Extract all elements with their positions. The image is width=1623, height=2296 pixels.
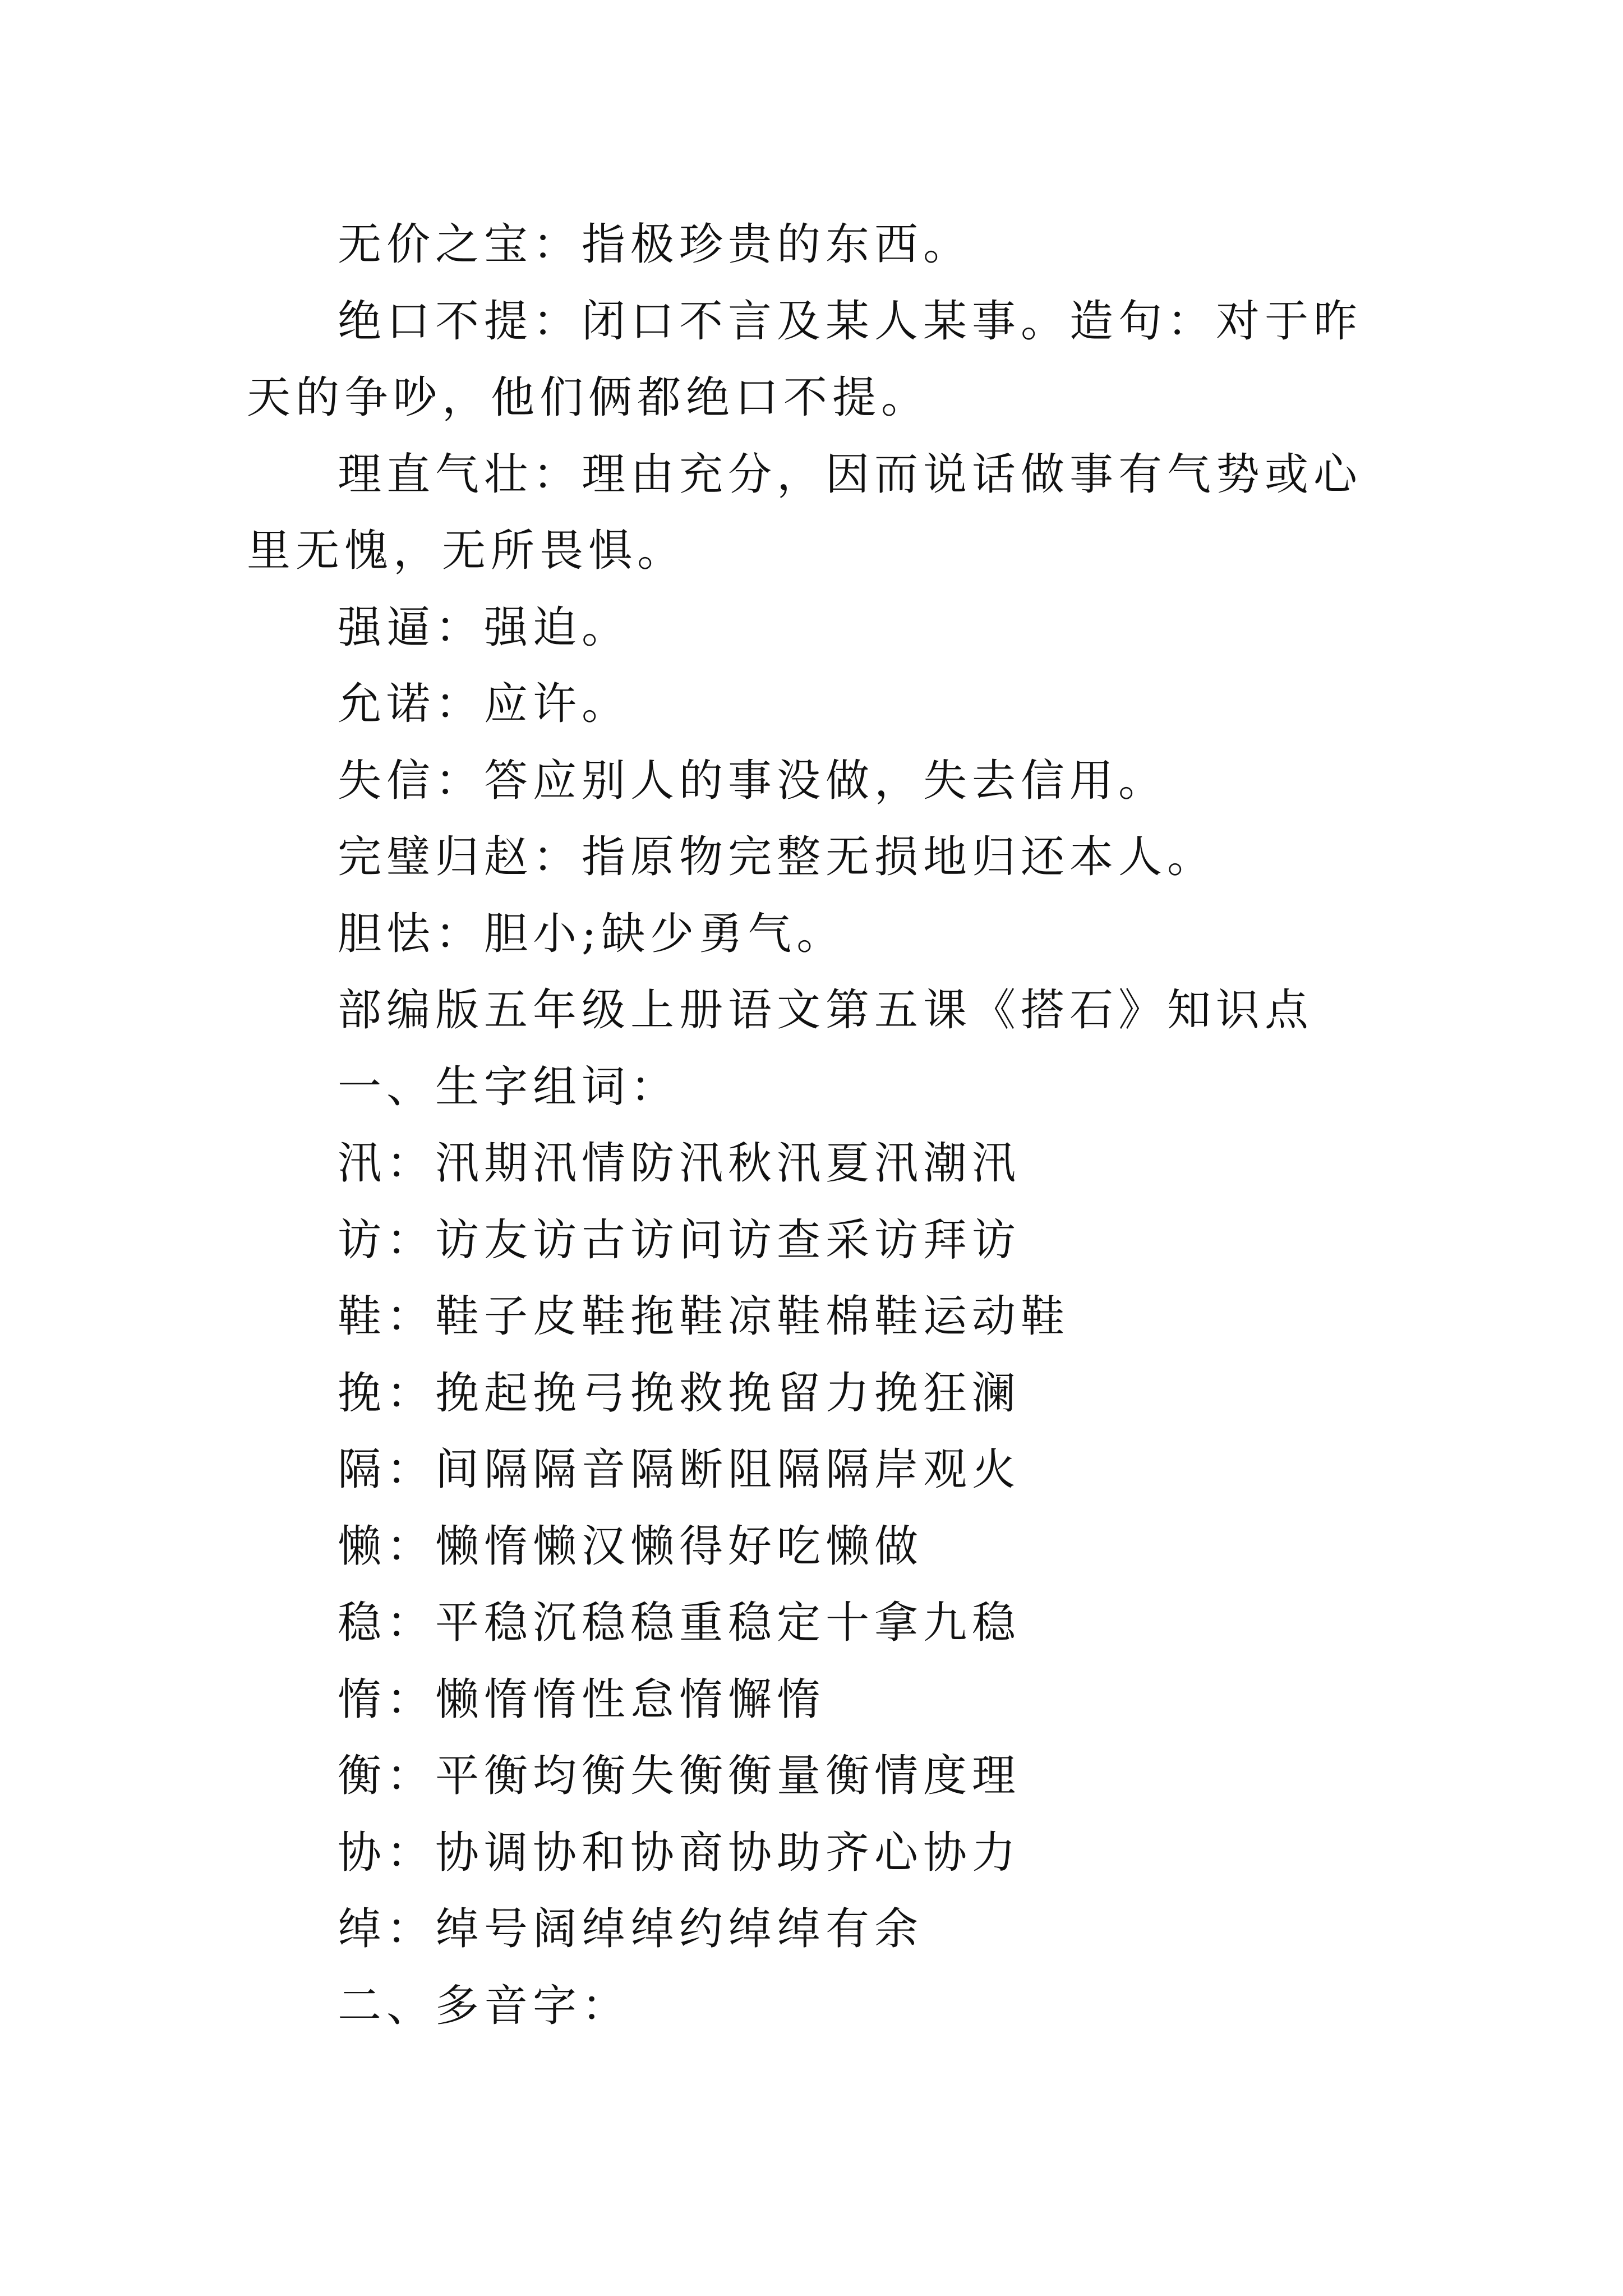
word-group-ge: 隔：间隔隔音隔断阻隔隔岸观火 (338, 1444, 1021, 1495)
paragraph-wanbiguizhao: 完璧归赵：指原物完整无损地归还本人。 (338, 832, 1216, 882)
paragraph-juekoubuti: 绝口不提：闭口不言及某人某事。造句：对于昨天的争吵，他们俩都绝口不提。 (247, 296, 1363, 423)
paragraph-danqie: 胆怯：胆小;缺少勇气。 (338, 908, 846, 959)
heading-shengzi-zuci: 一、生字组词： (338, 1061, 680, 1112)
word-group-chuo: 绰：绰号阔绰绰约绰绰有余 (338, 1904, 924, 1954)
document-body (247, 206, 1391, 2044)
word-group-xie: 鞋：鞋子皮鞋拖鞋凉鞋棉鞋运动鞋 (338, 1291, 1070, 1342)
word-group-duo: 惰：懒惰惰性怠惰懈惰 (338, 1674, 826, 1725)
paragraph-shixin: 失信：答应别人的事没做，失去信用。 (338, 755, 1168, 806)
word-group-lan: 懒：懒惰懒汉懒得好吃懒做 (338, 1521, 924, 1572)
paragraph-qiangbi: 强逼：强迫。 (338, 602, 631, 653)
section-title-dashi: 部编版五年级上册语文第五课《搭石》知识点 (338, 985, 1314, 1036)
heading-duoyinzi: 二、多音字： (338, 1980, 631, 2031)
paragraph-yunnuo: 允诺：应许。 (338, 679, 631, 729)
paragraph-lizhiqizhuang: 理直气壮：理由充分，因而说话做事有气势或心里无愧，无所畏惧。 (247, 449, 1363, 576)
word-group-xie-coordinate: 协：协调协和协商协助齐心协力 (338, 1827, 1021, 1878)
word-group-xun: 汛：汛期汛情防汛秋汛夏汛潮汛 (338, 1138, 1021, 1189)
word-group-heng: 衡：平衡均衡失衡衡量衡情度理 (338, 1751, 1021, 1801)
word-group-wen: 稳：平稳沉稳稳重稳定十拿九稳 (338, 1598, 1021, 1648)
word-group-fang: 访：访友访古访问访查采访拜访 (338, 1214, 1021, 1266)
paragraph-wujiazhibao: 无价之宝：指极珍贵的东西。 (338, 219, 972, 270)
word-group-wan: 挽：挽起挽弓挽救挽留力挽狂澜 (338, 1368, 1021, 1419)
